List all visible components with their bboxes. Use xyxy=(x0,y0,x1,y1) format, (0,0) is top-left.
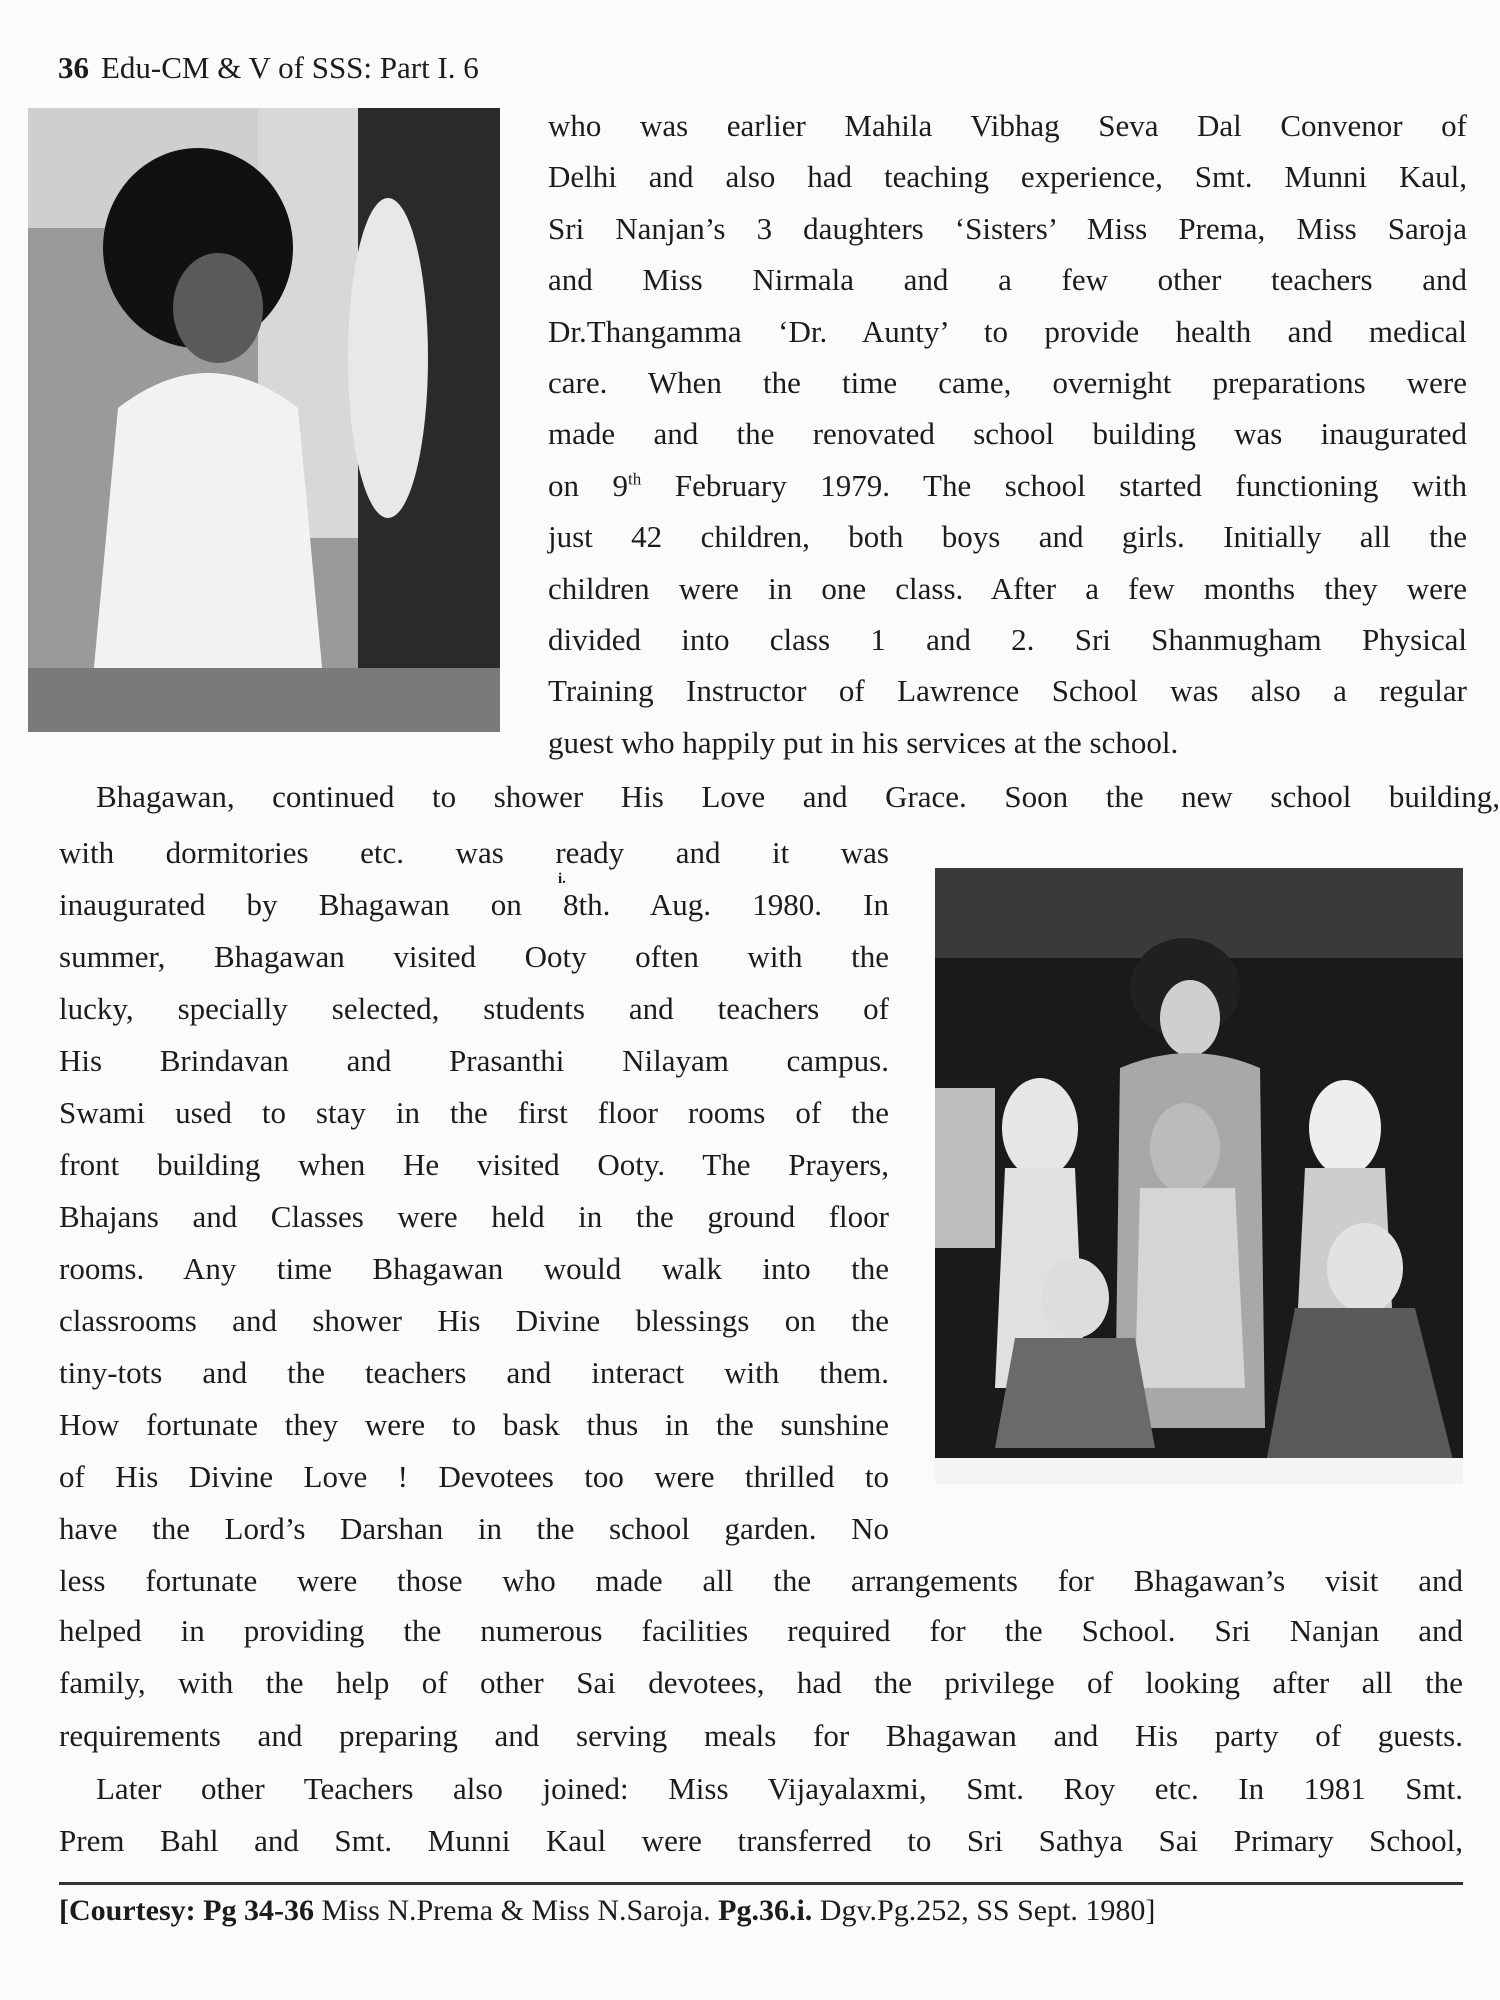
text-line: Sri Nanjan’s 3 daughters ‘Sisters’ Miss Prema, Miss Saroja xyxy=(548,210,1467,246)
text-line: Prem Bahl and Smt. Munni Kaul were transferred to Sri Sathya Sai Primary School, xyxy=(59,1823,1463,1858)
photo-sai-baba-with-children xyxy=(935,868,1463,1484)
text-line: just 42 children, both boys and girls. Initially all the xyxy=(548,519,1467,555)
photo-sai-baba-standing xyxy=(28,108,500,732)
text-line: and Miss Nirmala and a few other teachers and xyxy=(548,262,1467,298)
text-line: lucky, specially selected, students and teachers of xyxy=(59,991,889,1026)
text-line-date xyxy=(548,469,1467,503)
text-line: How fortunate they were to bask thus in the sunshine xyxy=(59,1407,889,1442)
text-line: helped in providing the numerous facilities required for the School. Sri Nanjan and xyxy=(59,1613,1463,1648)
text-line: less fortunate were those who made all the arrangements for Bhagawan’s visit and xyxy=(59,1563,1463,1598)
text-line: Delhi and also had teaching experience, Smt. Munni Kaul, xyxy=(548,159,1467,195)
text-line: Bhajans and Classes were held in the ground floor xyxy=(59,1199,889,1234)
date-part: February 1979. The school started functioning with xyxy=(641,467,1467,503)
page-number: 36 xyxy=(58,50,89,85)
date-part: th xyxy=(628,469,642,489)
date-part: on 9 xyxy=(548,467,629,503)
footnote-marker: i. xyxy=(558,871,566,887)
text-line: requirements and preparing and serving meals for Bhagawan and His party of guests. xyxy=(59,1718,1463,1753)
footnote-rule xyxy=(59,1882,1463,1885)
text-line: family, with the help of other Sai devotees, had the privilege of looking after all the xyxy=(59,1665,1463,1700)
text-line: made and the renovated school building was inaugurated xyxy=(548,416,1467,452)
text-line: rooms. Any time Bhagawan would walk into the xyxy=(59,1251,889,1286)
text-line: who was earlier Mahila Vibhag Seva Dal Convenor of xyxy=(548,108,1467,143)
courtesy-footnote xyxy=(59,1893,1155,1929)
text-line: inaugurated by Bhagawan on 8th. Aug. 1980. In xyxy=(59,887,889,922)
text-line: of His Divine Love ! Devotees too were thrilled to xyxy=(59,1459,889,1494)
text-line: His Brindavan and Prasanthi Nilayam campus. xyxy=(59,1043,889,1078)
text-line: classrooms and shower His Divine blessings on the xyxy=(59,1303,889,1338)
text-line: with dormitories etc. was ready and it was xyxy=(59,835,889,870)
text-line: have the Lord’s Darshan in the school garden. No xyxy=(59,1511,889,1546)
running-title: Edu-CM & V of SSS: Part I. 6 xyxy=(101,50,479,85)
text-line: Swami used to stay in the first floor rooms of the xyxy=(59,1095,889,1130)
text-line: divided into class 1 and 2. Sri Shanmugham Physical xyxy=(548,622,1467,657)
running-header xyxy=(58,50,479,86)
text-line: Bhagawan, continued to shower His Love and Grace. Soon the new school building, xyxy=(96,779,1500,814)
reference-credit: Dgv.Pg.252, SS Sept. 1980] xyxy=(812,1894,1156,1927)
courtesy-label: [Courtesy: Pg 34-36 xyxy=(59,1894,314,1927)
text-line: care. When the time came, overnight preparations were xyxy=(548,365,1467,400)
reference-label: Pg.36.i. xyxy=(718,1894,813,1927)
text-line: guest who happily put in his services at the school. xyxy=(548,724,1179,760)
text-line: Training Instructor of Lawrence School was also a regular xyxy=(548,673,1467,709)
text-line: Later other Teachers also joined: Miss Vijayalaxmi, Smt. Roy etc. In 1981 Smt. xyxy=(96,1771,1463,1806)
text-line: front building when He visited Ooty. The Prayers, xyxy=(59,1147,889,1182)
text-line: summer, Bhagawan visited Ooty often with the xyxy=(59,939,889,974)
courtesy-credit: Miss N.Prema & Miss N.Saroja. xyxy=(313,1894,719,1927)
text-line: children were in one class. After a few months they were xyxy=(548,570,1467,606)
text-line: Dr.Thangamma ‘Dr. Aunty’ to provide health and medical xyxy=(548,313,1467,349)
text-line: tiny-tots and the teachers and interact with them. xyxy=(59,1355,889,1390)
